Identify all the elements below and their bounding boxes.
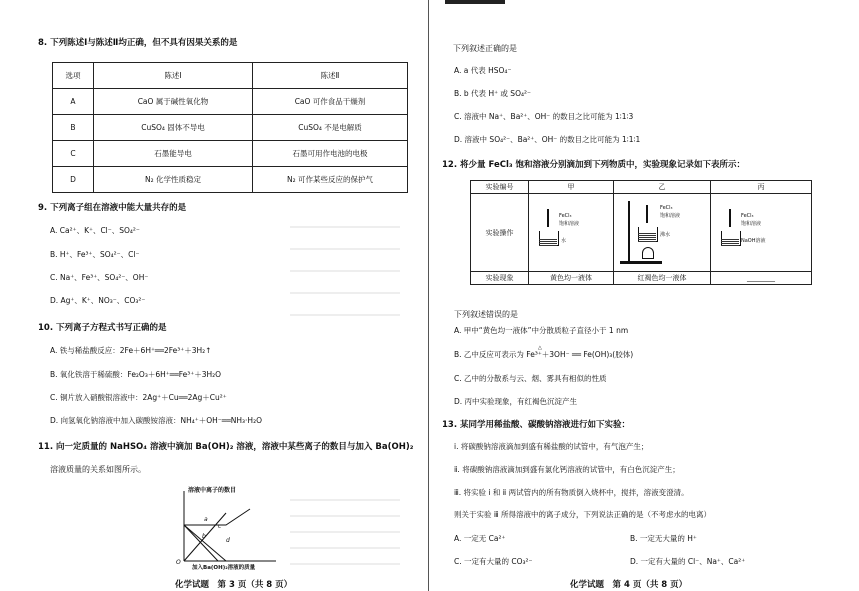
q11-graph	[170, 485, 280, 570]
q11-stem-line1: 11. 向一定质量的 NaHSO₄ 溶液中滴加 Ba(OH)₂ 溶液，溶液中某些离子的数目与加入 Ba(OH)₂	[38, 442, 414, 452]
liquid-fill	[539, 239, 557, 246]
graph-xlabel: 加入Ba(OH)₂溶液的质量	[192, 565, 256, 571]
q10-option-d: D. 向氢氧化钠溶液中加入碳酸铵溶液：NH₄⁺＋OH⁻══NH₃·H₂O	[50, 416, 262, 425]
table-row	[53, 115, 408, 141]
q11-stem-line2: 溶液质量的关系如图所示。	[50, 465, 146, 474]
page-divider	[428, 0, 429, 591]
q10-stem: 10. 下列离子方程式书写正确的是	[38, 323, 167, 333]
apparatus-yi	[614, 195, 710, 271]
q12-stem: 12. 将少量 FeCl₃ 饱和溶液分别滴加到下列物质中，实验现象记录如下表所示：	[442, 160, 746, 170]
q8-cell: C	[53, 141, 94, 167]
bleed-through-text	[290, 485, 400, 565]
q8-stem: 8. 下列陈述Ⅰ与陈述Ⅱ均正确，但不具有因果关系的是	[38, 38, 238, 48]
q8-cell: CaO 属于碱性氧化物	[94, 89, 253, 115]
q12-res-yi: 红褐色均一液体	[614, 272, 711, 285]
q8-cell: CuSO₄ 固体不导电	[94, 115, 253, 141]
table-row	[53, 89, 408, 115]
q12-op-label: 实验操作	[471, 194, 529, 272]
graph-letter-d: d	[226, 537, 230, 544]
table-row	[471, 194, 812, 272]
q8-cell: CuSO₄ 不是电解质	[253, 115, 408, 141]
q12-sub-stem: 下列叙述错误的是	[454, 310, 518, 319]
q12-header-yi: 乙	[614, 181, 711, 194]
apparatus-bing	[711, 195, 811, 271]
table-row	[471, 272, 812, 285]
label: 沸水	[660, 231, 671, 238]
q8-cell: CaO 可作食品干燥剂	[253, 89, 408, 115]
graph-letter-c: c	[218, 523, 222, 530]
graph-origin: O	[176, 559, 181, 566]
q13-question: 则关于实验 ⅲ 所得溶液中的离子成分，下列说法正确的是（不考虑水的电离）	[454, 510, 712, 519]
stand-rod	[628, 201, 630, 263]
table-row	[53, 141, 408, 167]
q12-res-label: 实验现象	[471, 272, 529, 285]
q13-option-d: D. 一定有大量的 Cl⁻、Na⁺、Ca²⁺	[630, 557, 746, 566]
q11-option-a: A. a 代表 HSO₄⁻	[454, 66, 512, 75]
q12-op-jia	[529, 194, 614, 272]
q13-stem: 13. 某同学用稀盐酸、碳酸钠溶液进行如下实验：	[442, 420, 631, 430]
q8-table	[52, 62, 408, 193]
q8-cell: D	[53, 167, 94, 193]
q9-option-b: B. H⁺、Fe³⁺、SO₄²⁻、Cl⁻	[50, 250, 140, 259]
bleed-through-text	[290, 226, 400, 316]
q11-graph-svg	[170, 485, 280, 570]
q13-step-1: ⅰ. 将碳酸钠溶液滴加到盛有稀盐酸的试管中，有气泡产生；	[454, 442, 649, 451]
q10-option-a: A. 铁与稀盐酸反应：2Fe＋6H⁺══2Fe³⁺＋3H₂↑	[50, 346, 212, 355]
q8-header-option: 选项	[53, 63, 94, 89]
stand-base	[620, 261, 662, 264]
q12-header-bing: 丙	[711, 181, 812, 194]
apparatus-jia	[529, 195, 613, 271]
graph-letter-a: a	[204, 516, 208, 523]
q10-option-b: B. 氧化铁溶于稀硫酸：Fe₂O₃＋6H⁺══Fe³⁺＋3H₂O	[50, 370, 222, 379]
table-row	[53, 167, 408, 193]
q11-option-d: D. 溶液中 SO₄²⁻、Ba²⁺、OH⁻ 的数目之比可能为 1∶1∶1	[454, 135, 641, 144]
dropper-icon	[646, 205, 648, 223]
page-footer: 化学试题 第 3 页（共 8 页）	[175, 580, 293, 590]
liquid-fill	[638, 233, 656, 242]
q8-cell: N₂ 可作某些反应的保护气	[253, 167, 408, 193]
q8-header-s1: 陈述Ⅰ	[94, 63, 253, 89]
q9-option-a: A. Ca²⁺、K⁺、Cl⁻、SO₄²⁻	[50, 226, 140, 235]
q8-cell: N₂ 化学性质稳定	[94, 167, 253, 193]
label: 水	[561, 237, 567, 244]
q12-op-yi	[614, 194, 711, 272]
q8-cell: 石墨可用作电池的电极	[253, 141, 408, 167]
q12-option-c: C. 乙中的分散系与云、烟、雾具有相似的性质	[454, 374, 607, 383]
burner-icon	[642, 247, 654, 259]
q12-op-bing	[711, 194, 812, 272]
page-footer: 化学试题 第 4 页（共 8 页）	[570, 580, 688, 590]
liquid-fill	[721, 239, 739, 246]
q9-option-c: C. Na⁺、Fe³⁺、SO₄²⁻、OH⁻	[50, 273, 149, 282]
q10-option-c: C. 铜片放入硝酸银溶液中：2Ag⁺＋Cu══2Ag＋Cu²⁺	[50, 393, 227, 402]
q13-step-3: ⅲ. 将实验 ⅰ 和 ⅱ 两试管内的所有物质倒入烧杯中，搅拌，溶液变澄清。	[454, 488, 689, 497]
q13-option-a: A. 一定无 Ca²⁺	[454, 534, 506, 543]
q13-option-c: C. 一定有大量的 CO₃²⁻	[454, 557, 533, 566]
q8-cell: B	[53, 115, 94, 141]
label: FeCl₃	[741, 212, 754, 219]
label: FeCl₃	[660, 204, 673, 211]
dropper-icon	[547, 209, 549, 227]
q11-sub-stem: 下列叙述正确的是	[453, 44, 517, 53]
q11-option-b: B. b 代表 H⁺ 或 SO₄²⁻	[454, 89, 531, 98]
label: FeCl₃	[559, 212, 572, 219]
q12-header-jia: 甲	[529, 181, 614, 194]
label: 饱和溶液	[559, 220, 580, 227]
dropper-icon	[729, 209, 731, 227]
q8-header-s2: 陈述Ⅱ	[253, 63, 408, 89]
q8-cell: 石墨能导电	[94, 141, 253, 167]
q12-res-bing: ________	[711, 272, 812, 285]
label: NaOH溶液	[741, 237, 766, 244]
graph-ylabel: 溶液中离子的数目	[188, 487, 237, 494]
page-4	[430, 0, 859, 591]
label: 饱和溶液	[741, 220, 762, 227]
q12-option-b: B. 乙中反应可表示为 Fe³⁺＋3OH⁻ ══ Fe(OH)₃(胶体)	[454, 350, 634, 359]
q11-option-c: C. 溶液中 Na⁺、Ba²⁺、OH⁻ 的数目之比可能为 1∶1∶3	[454, 112, 634, 121]
q12-option-a: A. 甲中“黄色均一液体”中分散质粒子直径小于 1 nm	[454, 326, 629, 335]
q13-option-b: B. 一定无大量的 H⁺	[630, 534, 697, 543]
heat-mark: △	[538, 345, 542, 351]
graph-letter-b: b	[202, 533, 206, 540]
q8-cell: A	[53, 89, 94, 115]
q12-option-d: D. 丙中实验现象，有红褐色沉淀产生	[454, 397, 578, 406]
line-c	[184, 525, 226, 561]
q13-step-2: ⅱ. 将碳酸钠溶液滴加到盛有氯化钙溶液的试管中，有白色沉淀产生；	[454, 465, 680, 474]
q9-stem: 9. 下列离子组在溶液中能大量共存的是	[38, 203, 187, 213]
q12-table	[470, 180, 812, 285]
label: 饱和溶液	[660, 212, 681, 219]
q12-res-jia: 黄色均一液体	[529, 272, 614, 285]
q9-option-d: D. Ag⁺、K⁺、NO₃⁻、CO₃²⁻	[50, 296, 146, 305]
q12-header-id: 实验编号	[471, 181, 529, 194]
